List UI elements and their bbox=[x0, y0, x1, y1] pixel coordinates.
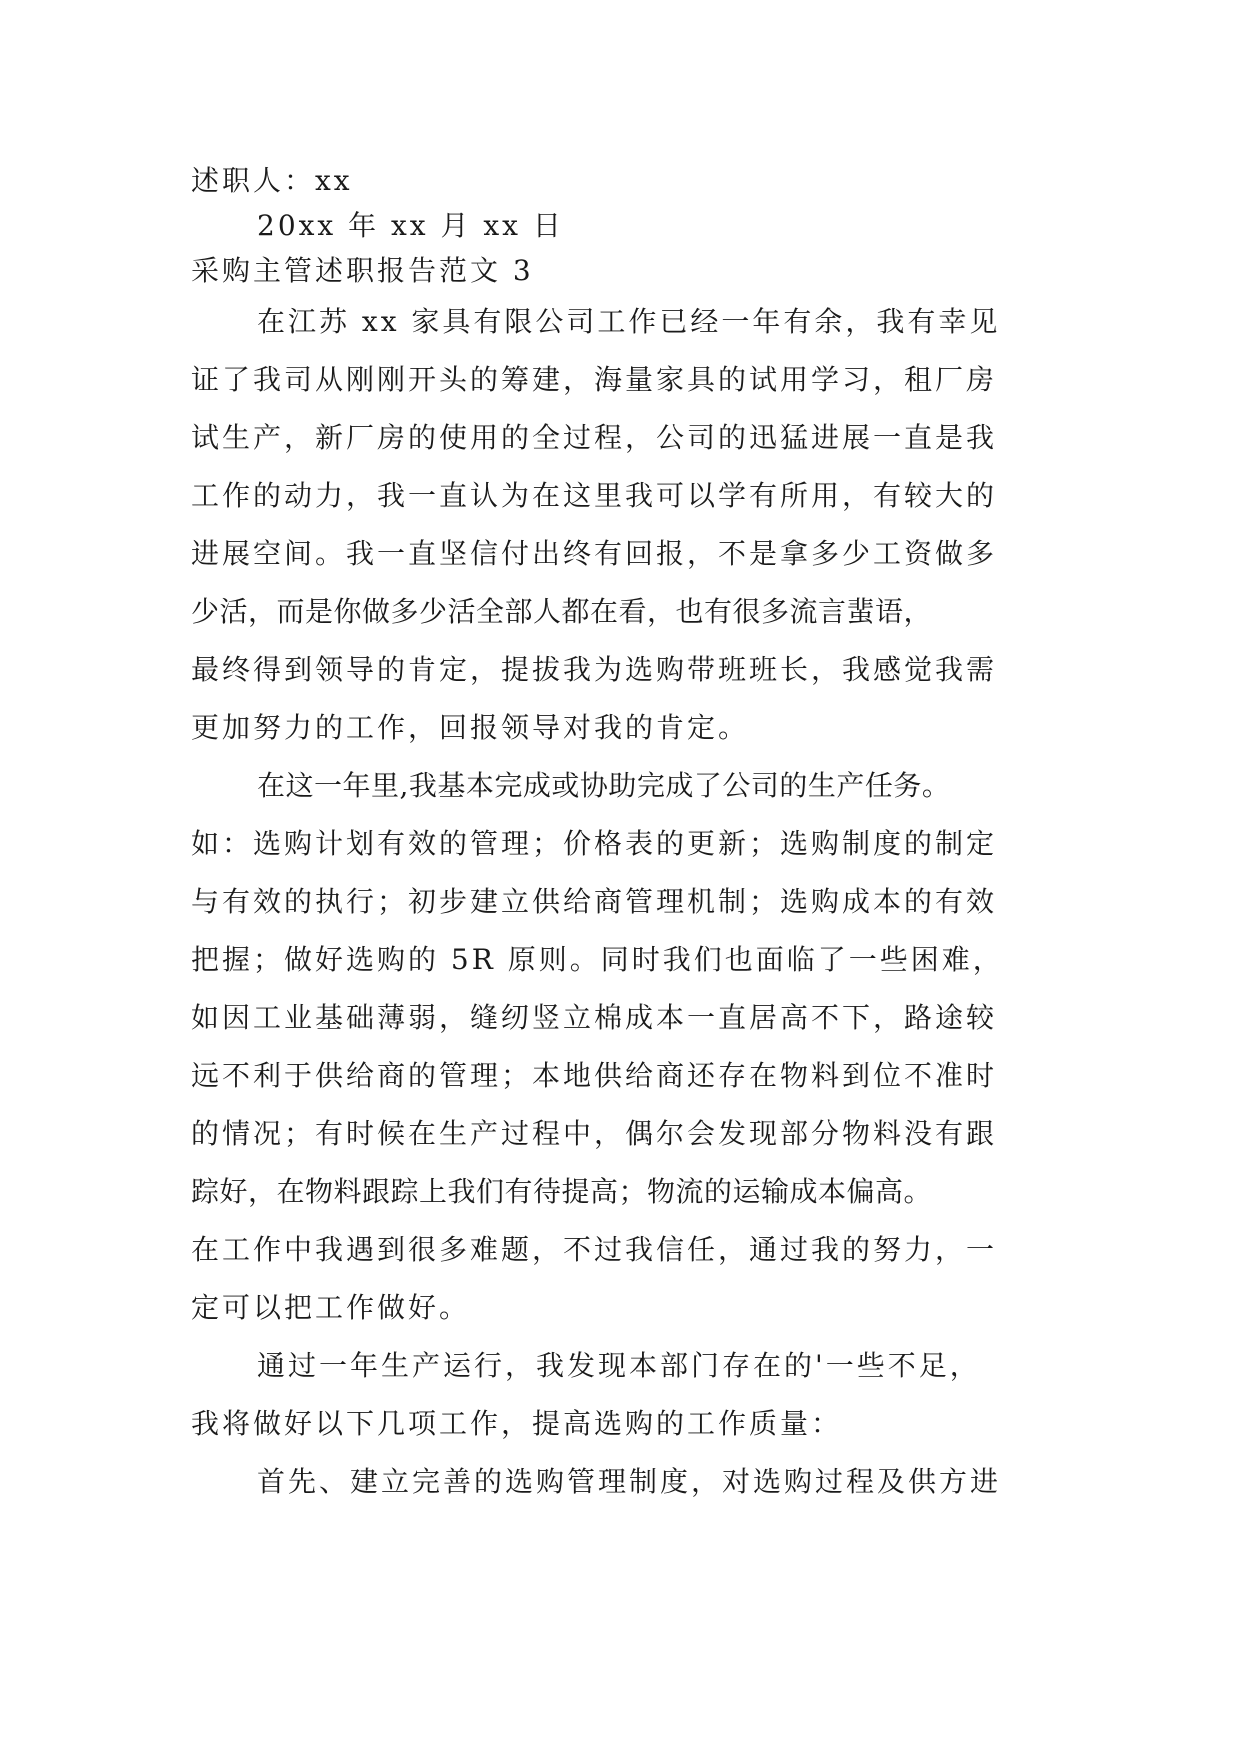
paragraph-line: 更加努力的工作，回报领导对我的肯定。 bbox=[191, 711, 750, 744]
paragraph-line: 通过一年生产运行，我发现本部门存在的'一些不足， bbox=[257, 1349, 981, 1382]
paragraph-line: 少活，而是你做多少活全部人都在看，也有很多流言蜚语， bbox=[191, 595, 933, 628]
date-line: 20xx 年 xx 月 xx 日 bbox=[257, 209, 564, 242]
paragraph-line: 最终得到领导的肯定，提拔我为选购带班班长，我感觉我需 bbox=[191, 653, 998, 686]
paragraph-line: 定可以把工作做好。 bbox=[191, 1291, 471, 1324]
paragraph-line: 远不利于供给商的管理；本地供给商还存在物料到位不准时 bbox=[191, 1059, 998, 1092]
paragraph-line: 如因工业基础薄弱，缝纫竖立棉成本一直居高不下，路途较 bbox=[191, 1001, 998, 1034]
document-content bbox=[191, 158, 1071, 1511]
paragraph-line: 如：选购计划有效的管理；价格表的更新；选购制度的制定 bbox=[191, 827, 998, 860]
paragraph-line: 在工作中我遇到很多难题，不过我信任，通过我的努力，一 bbox=[191, 1233, 998, 1266]
paragraph-line: 进展空间。我一直坚信付出终有回报，不是拿多少工资做多 bbox=[191, 537, 998, 570]
paragraph-line: 工作的动力，我一直认为在这里我可以学有所用，有较大的 bbox=[191, 479, 998, 512]
paragraph-line: 试生产，新厂房的使用的全过程，公司的迅猛进展一直是我 bbox=[191, 421, 998, 454]
signer-line: 述职人：xx bbox=[191, 164, 353, 197]
paragraph-line: 与有效的执行；初步建立供给商管理机制；选购成本的有效 bbox=[191, 885, 998, 918]
paragraph-line: 我将做好以下几项工作，提高选购的工作质量： bbox=[191, 1407, 843, 1440]
paragraph-line: 把握；做好选购的 5R 原则。同时我们也面临了一些困难， bbox=[191, 943, 1004, 976]
paragraph-line: 的情况；有时候在生产过程中，偶尔会发现部分物料没有跟 bbox=[191, 1117, 998, 1150]
paragraph-line: 在江苏 xx 家具有限公司工作已经一年有余，我有幸见 bbox=[257, 305, 1001, 338]
paragraph-line: 证了我司从刚刚开头的筹建，海量家具的试用学习，租厂房 bbox=[191, 363, 998, 396]
section-title: 采购主管述职报告范文 3 bbox=[191, 254, 534, 287]
paragraph-line: 踪好，在物料跟踪上我们有待提高；物流的运输成本偏高。 bbox=[191, 1175, 933, 1208]
paragraph-line: 首先、建立完善的选购管理制度，对选购过程及供方进 bbox=[257, 1465, 1002, 1498]
paragraph-line: 在这一年里,我基本完成或协助完成了公司的生产任务。 bbox=[257, 769, 951, 802]
